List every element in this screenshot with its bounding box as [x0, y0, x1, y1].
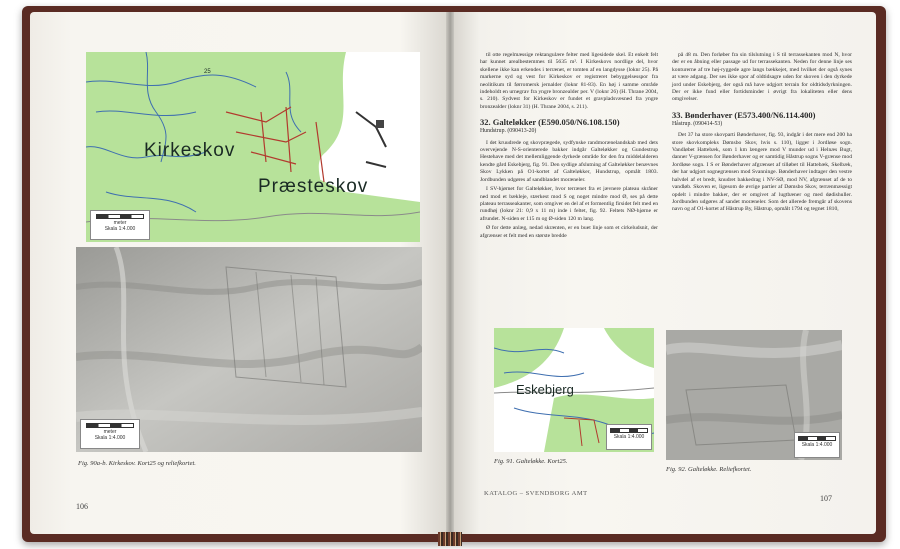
page-number-right: 107	[820, 494, 832, 503]
galteloekke-map	[494, 328, 654, 452]
figure-caption-91: Fig. 91. Galteløkke. Kort25.	[494, 458, 568, 465]
scale-unit: meter	[113, 220, 127, 226]
paragraph: I SV-hjørnet for Galteløkker, hvor terrænet fra et jævnere plateau skråner ned mod et bækleje, stærkest mod S og noget mindre mod Ø, ses på dette plateau terrasseakanter, som omgiver en del af et formentlig firsidet felt med en rundhøj (loknr 21: 0,9 x 11 m) inde i feltet, fig. 92. Feltets NØ-hjørne er afrundet. N-siden er 115 m og Ø-siden 120 m lang.	[480, 186, 658, 222]
right-page	[450, 12, 876, 534]
relief2-scale-box	[794, 432, 840, 458]
book-spine-headband	[438, 532, 462, 546]
running-head: KATALOG – SVENDBORG AMT	[484, 490, 588, 497]
scale-bar	[798, 436, 835, 441]
scale-bar	[86, 423, 134, 428]
scale-text: Skala 1:4.000	[104, 226, 136, 232]
text-column-1	[480, 52, 658, 242]
scale-bar	[96, 214, 144, 219]
kirkeskov-map	[86, 52, 420, 242]
paragraph: I det kruudrede og skovprægede, sydfynske randmorænelandskab med dets overvejende N-S-orienterede bakker indgår Galteløkker og Gundestrup Hestehave med det mellemliggende dyrkede område for den fra middelalderen kendte gård Eskebjerg, fig. 91. Den sydlige afslutning af Galteløkker benævnes Skov Lykken på O1-kortet af Galteløkker, Hundstrup, opmålt 1803. Jordbunden udgøres af sandblandet moræneler.	[480, 139, 658, 183]
page-number-left: 106	[76, 502, 88, 511]
map-label-eskebjerg: Eskebjerg	[516, 382, 574, 397]
map-scale-box	[90, 210, 150, 240]
relief-scale-box	[80, 419, 140, 449]
scale-text: Skala 1:4.000	[801, 442, 833, 448]
scale-unit: meter	[103, 429, 117, 435]
section-subheading-33: Håstrup. (090414-53)	[672, 120, 723, 127]
book-gutter	[446, 12, 454, 534]
map-label-kirkeskov: Kirkeskov	[144, 140, 236, 161]
galteloekke-relief-map	[666, 330, 842, 460]
figure-caption-90: Fig. 90a-b. Kirkeskov. Kort25 og reliefkortet.	[78, 460, 196, 467]
scale-text: Skala 1:4.000	[94, 435, 126, 441]
section-subheading-32: Hundstrup. (090413-20)	[480, 128, 537, 135]
paragraph: til otte regelmæssige rektangulære felter med ligesidede skel. Et enkelt felt har kunnet arealbestemmes til 5635 m². I Kirkeskovs nordlige del, hvor skellene ikke kan erkendes i terrænet, er tomten af en langdysse (loknr 25). På markerne syd og vest for Kirkeskov er registreret bebyggelsesspor fra neolitikum til førromersk jernalder (loknr 81-83). En høj i samme område indeholdt en urnegrav fra yngre bronzealder per. V (loknr 26) (H. Thrane 2004, s. 210). Sydvest for Kirkeskov er fundet et gravpladsvæsned fra yngre bronzealder (loknr 31) (H. Thrane 2004, s. 211).	[480, 52, 658, 110]
scale-text: Skala 1:4.000	[613, 434, 645, 440]
figure-caption-92: Fig. 92. Galteløkke. Reliefkortet.	[666, 466, 752, 473]
section-heading-33: 33. Bønderhaver (E573.400/N6.114.400)	[672, 109, 816, 120]
paragraph: Det 37 ha store skovparti Bønderhaver, fig. 93, indgår i det mere end 200 ha store skovkompleks Dømsbo Skov, hvis s. 110), ligger i Jordløse sogn. Vandløbet Hattebæk, som 1 km længere mod V munder ud i Helnæs Bugt, danner V-grænsen for Bønderhaver og er samtidig Håstrup sogns V-grænse mod Jordløse sogn. I S er Bønderhaver afgrænset af tilløbet til Hattebæk, Skelbæk, der har udgjort sognegrænsen mod Svanninge. Bønderhaver indtager den vestre halvdel af et bredt, knudret bakkedrag i NV-SØ, mod NV, afgrænset af de to vandløb. Skoven er, ligesom de øvrige partier af Dømsbo Skov, terrænmæssigt opdelt i mindre bakker, der er omgivet af lugtbæner og med dødishuller. Jordbunden udgøres af sandet moræneler. Som det allerede fremgår af skovens navn og af O1-kortet af Håstrup By, Håstrup, opmålt 1794 og tegnet 1810,	[672, 132, 852, 213]
paragraph: Ø for dette anlæg, nedad skrænten, er en buet linje som et cirkeludsnit, der afgrænser et felt med en største bredde	[480, 225, 658, 239]
text-column-2	[672, 52, 852, 216]
kirkeskov-relief-map	[76, 247, 422, 452]
paragraph: på 48 m. Den forløber fra sin tilslutning i S til terrassekanten mod N, hvor der er en åbning eller passage ud for terrassekanten. Neden for denne linje ses konturerne af tre høj-ryggede agre langs bækkejet, med hvilket der også synes at være adgang. Der ses ikke spor af oldtidsagre uden for skoven i den dyrkede jord under Eskebjerg, der også må have udgjort terrain for oldtidsdyrkningen. Der er ikke fund eller fortidsminder i øvrigt fra lokaliteten eller dens omgivelser.	[672, 52, 852, 103]
map-label-praesteskov: Præsteskov	[258, 176, 369, 197]
left-page	[30, 12, 450, 534]
scale-bar	[610, 428, 647, 433]
section-heading-32: 32. Galteløkker (E590.050/N6.108.150)	[480, 117, 620, 128]
map-label-25: 25	[204, 69, 211, 75]
map2-scale-box	[606, 424, 652, 450]
